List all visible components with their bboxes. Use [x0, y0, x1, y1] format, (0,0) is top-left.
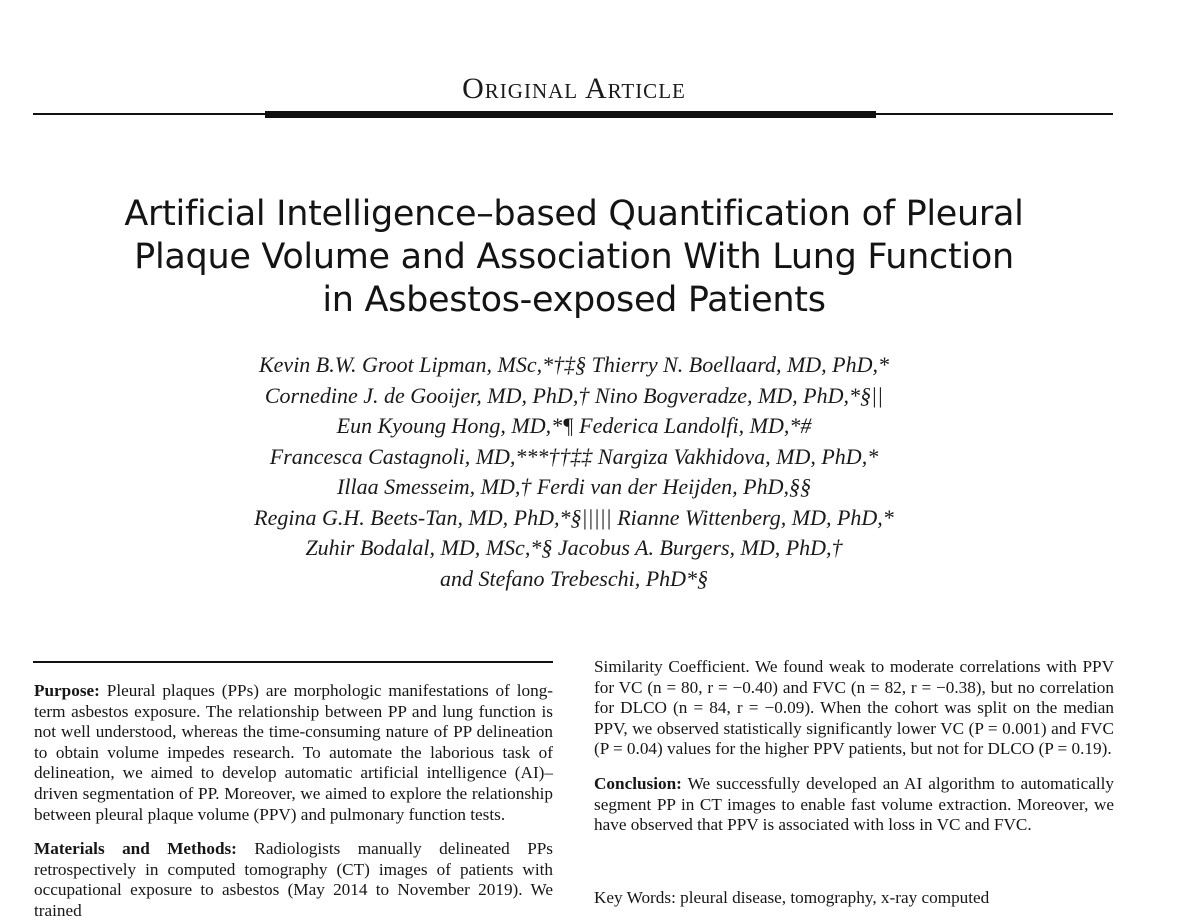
author-line: Eun Kyoung Hong, MD,*¶ Federica Landolfi, MD,*# [336, 413, 812, 438]
conclusion-label: Conclusion: [594, 773, 682, 793]
author-line: and Stefano Trebeschi, PhD*§ [439, 565, 709, 591]
author-line: Regina G.H. Beets-Tan, MD, PhD,*§||||| Rianne Wittenberg, MD, PhD,* [254, 504, 894, 530]
author-line: Kevin B.W. Groot Lipman, MSc,*†‡§ Thierry N. Boellaard, MD, PhD,* [258, 352, 890, 377]
author-list [60, 350, 1088, 594]
author-line: Cornedine J. de Gooijer, MD, PhD,† Nino Bogveradze, MD, PhD,*§|| [264, 382, 884, 408]
author-line: Francesca Castagnoli, MD,***††‡‡ Nargiza Vakhidova, MD, PhD,* [269, 443, 879, 469]
conclusion-text: We successfully developed an AI algorithm to automatically segment PP in CT images to enable fast volume extraction. Moreover, we have observed that PPV is associated with loss in VC and FVC. [594, 773, 1114, 835]
purpose-paragraph [34, 681, 553, 825]
abstract-rule [33, 661, 553, 663]
purpose-text: Pleural plaques (PPs) are morphologic manifestations of long-term asbestos exposure. The relationship between PP and lung function is not well understood, whereas the time-consuming nature of PP delineation to obtain volume impedes research. To automate the laborious task of delineation, we aimed to develop automatic artificial intelligence (AI)–driven segmentation of PP. Moreover, we aimed to explore the relationship between pleural plaque volume (PPV) and pulmonary function tests. [34, 681, 554, 824]
section-label-text: Original Article [462, 72, 686, 105]
methods-label: Materials and Methods: [34, 839, 237, 859]
author-line: Zuhir Bodalal, MD, MSc,*§ Jacobus A. Burgers, MD, PhD,† [305, 535, 843, 560]
methods-text: Radiologists manually delineated PPs retrospectively in computed tomography (CT) images of patients with occupational exposure to asbestos (May 2014 to November 2019). We trained [34, 839, 553, 920]
article-title [60, 193, 1088, 322]
abstract-left-column [34, 681, 553, 922]
title-line: Plaque Volume and Association With Lung Function [134, 237, 1014, 277]
methods-paragraph [34, 839, 553, 921]
author-line: Illaa Smesseim, MD,† Ferdi van der Heijden, PhD,§§ [337, 474, 811, 499]
title-line: Artificial Intelligence–based Quantification of Pleural [124, 194, 1024, 234]
section-label [0, 72, 1148, 106]
conclusion-paragraph [594, 774, 1114, 836]
title-line: in Asbestos-exposed Patients [322, 280, 826, 320]
purpose-label: Purpose: [34, 681, 100, 700]
keywords-partial: Key Words: pleural disease, tomography, x-ray computed [594, 888, 990, 907]
abstract-right-column [594, 657, 1114, 836]
header-rule-thick [265, 111, 876, 118]
results-paragraph: Similarity Coefficient. We found weak to moderate correlations with PPV for VC (n = 80, r = −0.40) and FVC (n = 82, r = −0.38), but no correlation for DLCO (n = 84, r = −0.09). When the cohort was split on the median PPV, we observed statistically significantly lower VC (P = 0.001) and FVC (P = 0.04) values for the higher PPV patients, but not for DLCO (P = 0.19). [594, 657, 1114, 759]
